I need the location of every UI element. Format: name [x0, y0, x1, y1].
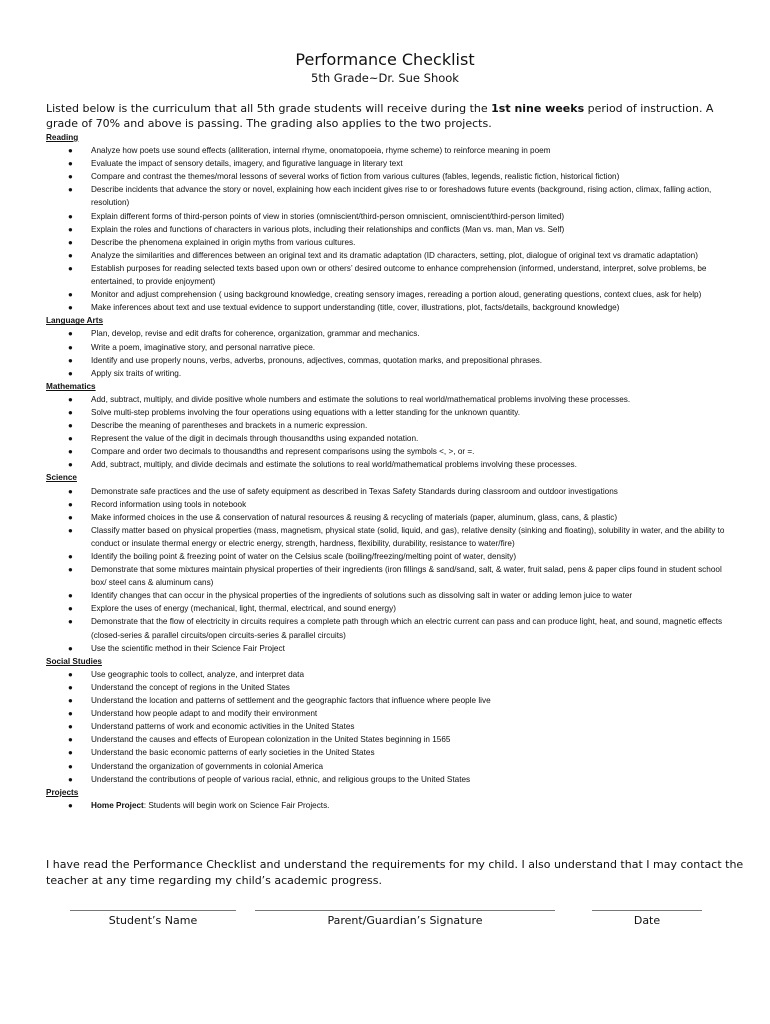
section-heading-language-arts: Language Arts — [46, 316, 104, 326]
list-item — [46, 236, 726, 249]
list-item — [46, 288, 726, 301]
intro-text-before: Listed below is the curriculum that all 5th grade students will receive during the — [46, 102, 492, 115]
list-item-text: Apply six traits of writing. — [91, 368, 182, 378]
date-signature-line[interactable] — [592, 910, 702, 927]
list-item — [46, 589, 726, 602]
bullet-icon: ● — [68, 263, 73, 273]
bullet-icon: ● — [68, 552, 73, 561]
list-item-text: Understand the contributions of people of various racial, ethnic, and religious groups to the United States — [91, 774, 471, 784]
list-item — [46, 511, 726, 524]
list-item-text: Identify and use properly nouns, verbs, adverbs, pronouns, adjectives, commas, quotation marks, and prepositional phrases. — [91, 355, 543, 365]
list-item — [46, 760, 726, 773]
list-item-text: Analyze the similarities and differences between an original text and its dramatic adaptation (ID characters, setting, plot, dialogue of original text vs dramatic adaptation) — [91, 250, 698, 260]
bullet-icon: ● — [68, 355, 73, 365]
bullet-icon: ● — [68, 761, 73, 771]
list-item-text: Understand the concept of regions in the United States — [91, 682, 290, 692]
list-item-text: Understand the location and patterns of settlement and the geographic factors that influence where people live — [91, 696, 491, 706]
curriculum-list — [46, 131, 726, 812]
list-item-text: Explore the uses of energy (mechanical, light, thermal, electrical, and sound energy) — [91, 604, 396, 614]
list-item-text: Compare and contrast the themes/moral lessons of several works of fiction from various cultures (fables, legends, realistic fiction, historical fiction) — [91, 172, 620, 182]
list-item — [46, 170, 726, 183]
list-item — [46, 602, 726, 615]
list-item — [46, 615, 726, 641]
bullet-icon: ● — [68, 800, 73, 810]
section-list — [46, 668, 726, 786]
bullet-icon: ● — [68, 774, 73, 784]
bullet-icon: ● — [68, 486, 73, 496]
bullet-icon: ● — [68, 604, 73, 614]
bullet-icon: ● — [68, 237, 73, 247]
list-item — [46, 223, 726, 236]
list-item — [46, 694, 726, 707]
list-item-text: Demonstrate that the flow of electricity in circuits requires a complete path through which an electric current can pass and can produce light, heat, and sound, magnetic effects (closed-series & parallel circuits/open circuits-series & parallel circuits) — [91, 617, 723, 640]
bullet-icon: ● — [68, 735, 73, 745]
bullet-icon: ● — [68, 591, 73, 601]
list-item — [46, 183, 726, 209]
list-item — [46, 327, 726, 340]
list-item-text: Classify matter based on physical properties (mass, magnetism, physical state (solid, liquid, and gas), relative density (sinking and floating), solubility in water, and the ability to conduct or insulate thermal energy or electric energy, strength, hardness, flexibility, durability, resistance to water/fire) — [91, 525, 725, 548]
list-item-text: Explain different forms of third-person points of view in stories (omniscient/third-person omniscient, omniscient/third-person limited) — [91, 211, 565, 221]
bullet-icon: ● — [68, 565, 73, 575]
bullet-icon: ● — [68, 709, 73, 719]
list-item-text: Identify changes that can occur in the physical properties of the ingredients of solutions such as dissolving salt in water or adding lemon juice to water — [91, 591, 633, 601]
list-item-text: Establish purposes for reading selected texts based upon own or others’ desired outcome to enhance comprehension (informed, understand, interpret, solve problems, be entertained, to provide enjoyment) — [91, 263, 707, 287]
section-list — [46, 485, 726, 655]
list-item — [46, 707, 726, 720]
list-item-text: Understand how people adapt to and modify their environment — [91, 709, 318, 719]
bullet-icon: ● — [68, 290, 73, 300]
list-item — [46, 432, 726, 445]
bullet-icon: ● — [68, 185, 73, 195]
bullet-icon: ● — [68, 669, 73, 679]
list-item-text: Use geographic tools to collect, analyze, and interpret data — [91, 669, 305, 679]
intro-text-after: period of instruction. A grade of 70% and above is passing. The grading also applies to the two projects. — [46, 102, 714, 130]
acknowledgement-statement: I have read the Performance Checklist and understand the requirements for my child. I also understand that I may contact the teacher at any time regarding my child’s academic progress. — [46, 858, 744, 887]
student-name-signature-line[interactable] — [70, 910, 236, 927]
bullet-icon: ● — [68, 460, 73, 470]
list-item — [46, 367, 726, 380]
home-project-label: Home Project — [91, 800, 144, 810]
bullet-icon: ● — [68, 342, 73, 352]
list-item-text: Explain the roles and functions of characters in various plots, including their relationships and conflicts (Man vs. man, Man vs. Self) — [91, 224, 565, 234]
list-item — [46, 393, 726, 406]
parent-signature-line[interactable] — [255, 910, 555, 927]
list-item — [46, 341, 726, 354]
list-item — [46, 550, 726, 563]
list-item-text: Use the scientific method in their Science Fair Project — [91, 643, 285, 653]
page-title: Performance Checklist — [295, 50, 475, 69]
bullet-icon: ● — [68, 407, 73, 417]
list-item — [46, 458, 726, 471]
page-subtitle: 5th Grade~Dr. Sue Shook — [311, 71, 459, 85]
list-item — [46, 262, 726, 288]
bullet-icon: ● — [68, 368, 73, 378]
list-item — [46, 524, 726, 550]
bullet-icon: ● — [68, 722, 73, 732]
bullet-icon: ● — [68, 211, 73, 221]
section-list — [46, 327, 726, 379]
student-name-label: Student’s Name — [108, 914, 198, 927]
list-item-text: Understand the causes and effects of European colonization in the United States beginning in 1565 — [91, 735, 451, 745]
section-heading-reading: Reading — [46, 133, 79, 142]
list-item — [46, 485, 726, 498]
bullet-icon: ● — [68, 329, 73, 339]
list-item-text: Monitor and adjust comprehension ( using background knowledge, creating sensory images, rereading a portion aloud, generating questions, context clues, ask for help) — [91, 290, 702, 300]
parent-signature-label: Parent/Guardian’s Signature — [327, 914, 483, 927]
list-item-text: Add, subtract, multiply, and divide positive whole numbers and estimate the solutions to real world/mathematical problems involving these processes. — [91, 394, 631, 404]
list-item — [46, 354, 726, 367]
list-item — [46, 563, 726, 589]
list-item — [46, 406, 726, 419]
list-item — [46, 720, 726, 733]
section-heading-social-studies: Social Studies — [46, 656, 102, 666]
bullet-icon: ● — [68, 159, 73, 169]
section-heading-projects: Projects — [46, 787, 79, 797]
bullet-icon: ● — [68, 643, 73, 653]
bullet-icon: ● — [68, 682, 73, 692]
list-item-text: Add, subtract, multiply, and divide decimals and estimate the solutions to real world/mathematical problems involving these processes. — [91, 460, 577, 470]
section-heading-science: Science — [46, 473, 77, 483]
bullet-icon: ● — [68, 512, 73, 522]
home-project-text: : Students will begin work on Science Fair Projects. — [143, 800, 330, 810]
list-item — [46, 681, 726, 694]
list-item-text: Plan, develop, revise and edit drafts for coherence, organization, grammar and mechanics. — [91, 329, 420, 339]
list-item-text: Analyze how poets use sound effects (alliteration, internal rhyme, onomatopoeia, rhyme scheme) to reinforce meaning in poem — [91, 146, 551, 156]
list-item — [46, 498, 726, 511]
list-item — [46, 249, 726, 262]
list-item — [46, 773, 726, 786]
bullet-icon: ● — [68, 250, 73, 260]
date-label: Date — [633, 914, 661, 927]
section-list — [46, 144, 726, 314]
list-item-text: Write a poem, imaginative story, and personal narrative piece. — [91, 342, 316, 352]
bullet-icon: ● — [68, 617, 73, 627]
list-item-text: Describe the phenomena explained in origin myths from various cultures. — [91, 237, 356, 247]
list-item — [46, 301, 726, 314]
bullet-icon: ● — [68, 696, 73, 706]
list-item — [46, 668, 726, 681]
intro-text-bold: 1st nine weeks — [491, 102, 585, 115]
bullet-icon: ● — [68, 394, 73, 404]
bullet-icon: ● — [68, 434, 73, 444]
list-item-text: Make inferences about text and use textual evidence to support understanding (title, cover, illustrations, plot, facts/details, background knowledge) — [91, 303, 620, 313]
list-item-text: Understand patterns of work and economic activities in the United States — [91, 722, 355, 732]
list-item-text: Represent the value of the digit in decimals through thousandths using expanded notation. — [91, 434, 419, 444]
bullet-icon: ● — [68, 525, 73, 535]
section-list — [46, 393, 726, 472]
list-item — [46, 157, 726, 170]
list-item-text: Describe incidents that advance the story or novel, explaining how each incident gives rise to or foreshadows future events (background, rising action, climax, falling action, resolution) — [91, 185, 712, 208]
list-item-text: Demonstrate that some mixtures maintain physical properties of their ingredients (iron fillings & sand/sand, salt, & water, fruit salad, pens & paper clips found in student school box/ steel cans & aluminum cans) — [91, 565, 722, 588]
list-item-text: Understand the basic economic patterns of early societies in the United States — [91, 748, 375, 758]
list-item — [46, 210, 726, 223]
list-item — [46, 419, 726, 432]
bullet-icon: ● — [68, 172, 73, 182]
intro-paragraph — [46, 101, 736, 131]
bullet-icon: ● — [68, 748, 73, 758]
list-item-text: Demonstrate safe practices and the use of safety equipment as described in Texas Safety Standards during classroom and outdoor investigations — [91, 486, 618, 496]
list-item-text: Evaluate the impact of sensory details, imagery, and figurative language in literary text — [91, 159, 403, 169]
list-item-text: Solve multi-step problems involving the four operations using equations with a letter standing for the unknown quantity. — [91, 407, 521, 417]
bullet-icon: ● — [68, 224, 73, 234]
list-item — [46, 144, 726, 157]
list-item — [46, 642, 726, 655]
list-item — [46, 445, 726, 458]
bullet-icon: ● — [68, 499, 73, 509]
bullet-icon: ● — [68, 421, 73, 431]
list-item-text: Record information using tools in notebook — [91, 499, 247, 509]
list-item-text: Make informed choices in the use & conservation of natural resources & reusing & recycling of materials (paper, aluminum, glass, cans, & plastic) — [91, 512, 618, 522]
list-item-text: Compare and order two decimals to thousandths and represent comparisons using the symbols <, >, or =. — [91, 447, 475, 457]
section-heading-mathematics: Mathematics — [46, 381, 96, 391]
list-item — [46, 746, 726, 759]
bullet-icon: ● — [68, 447, 73, 457]
bullet-icon: ● — [68, 146, 73, 156]
list-item-text: Identify the boiling point & freezing point of water on the Celsius scale (boiling/freezing/melting point of water, density) — [91, 552, 517, 561]
bullet-icon: ● — [68, 303, 73, 313]
section-list — [46, 799, 726, 812]
list-item-home-project — [46, 799, 726, 812]
list-item-text: Describe the meaning of parentheses and brackets in a numeric expression. — [91, 421, 368, 431]
list-item — [46, 733, 726, 746]
list-item-text: Understand the organization of governments in colonial America — [91, 761, 324, 771]
